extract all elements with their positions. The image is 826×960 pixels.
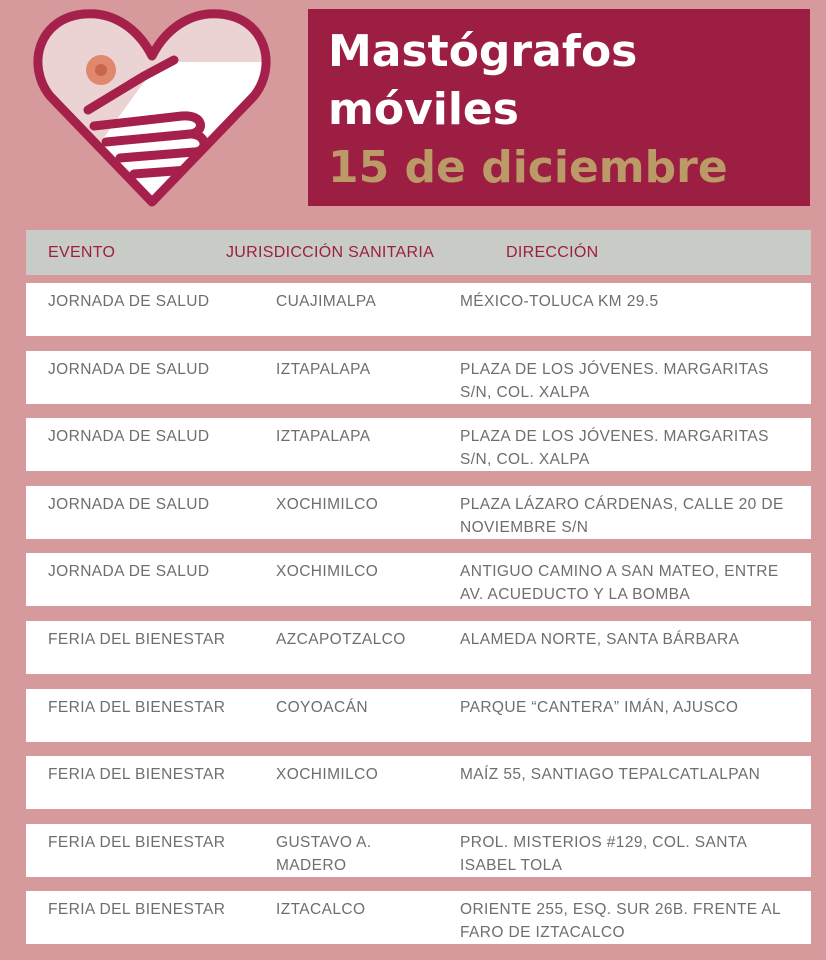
cell-jurisdiccion: XOCHIMILCO <box>276 495 379 513</box>
cell-direccion: PLAZA DE LOS JÓVENES. MARGARITAS S/N, COL. XALPA <box>460 428 769 469</box>
cell-jurisdiccion: GUSTAVO A. MADERO <box>276 833 372 874</box>
cell-evento: FERIA DEL BIENESTAR <box>48 630 226 648</box>
cell-jurisdiccion: XOCHIMILCO <box>276 563 379 581</box>
cell-jurisdiccion: XOCHIMILCO <box>276 766 379 784</box>
cell-evento: JORNADA DE SALUD <box>48 563 210 581</box>
cell-evento: FERIA DEL BIENESTAR <box>48 698 226 716</box>
table-header <box>26 230 811 275</box>
cell-evento: FERIA DEL BIENESTAR <box>48 901 226 919</box>
title-banner <box>308 9 810 206</box>
table-row <box>26 689 811 742</box>
title-line-2: móviles <box>328 84 519 135</box>
cell-evento: JORNADA DE SALUD <box>48 293 210 310</box>
cell-evento: JORNADA DE SALUD <box>48 495 210 513</box>
cell-direccion: MAÍZ 55, SANTIAGO TEPALCATLALPAN <box>460 766 761 784</box>
cell-jurisdiccion: IZTAPALAPA <box>276 360 371 378</box>
table-row <box>26 486 811 539</box>
cell-evento: JORNADA DE SALUD <box>48 428 210 446</box>
cell-direccion: ANTIGUO CAMINO A SAN MATEO, ENTRE AV. ACUEDUCTO Y LA BOMBA <box>460 563 779 604</box>
header-direccion: DIRECCIÓN <box>506 244 599 261</box>
cell-jurisdiccion: COYOACÁN <box>276 698 368 716</box>
table-body <box>26 283 811 959</box>
cell-direccion: MÉXICO-TOLUCA KM 29.5 <box>460 293 659 310</box>
table-row <box>26 351 811 404</box>
table-row <box>26 283 811 336</box>
heart-hand-icon <box>32 4 272 210</box>
cell-direccion: PROL. MISTERIOS #129, COL. SANTA ISABEL TOLA <box>460 833 747 874</box>
table-row <box>26 553 811 606</box>
cell-evento: FERIA DEL BIENESTAR <box>48 766 226 784</box>
cell-jurisdiccion: IZTACALCO <box>276 901 366 919</box>
header-jurisdiccion: JURISDICCIÓN SANITARIA <box>226 244 435 261</box>
table-row <box>26 418 811 471</box>
cell-evento: FERIA DEL BIENESTAR <box>48 833 226 851</box>
title-line-1: Mastógrafos <box>328 26 638 77</box>
table-row <box>26 756 811 809</box>
table-row <box>26 824 811 877</box>
cell-jurisdiccion: AZCAPOTZALCO <box>276 630 406 648</box>
table-row <box>26 891 811 944</box>
cell-jurisdiccion: IZTAPALAPA <box>276 428 371 446</box>
cell-direccion: PLAZA DE LOS JÓVENES. MARGARITAS S/N, COL. XALPA <box>460 360 769 401</box>
cell-direccion: PLAZA LÁZARO CÁRDENAS, CALLE 20 DE NOVIEMBRE S/N <box>460 495 784 536</box>
cell-evento: JORNADA DE SALUD <box>48 360 210 378</box>
cell-direccion: PARQUE “CANTERA” IMÁN, AJUSCO <box>460 698 739 716</box>
title-date: 15 de diciembre <box>328 142 728 193</box>
cell-direccion: ALAMEDA NORTE, SANTA BÁRBARA <box>460 630 740 648</box>
table-row <box>26 621 811 674</box>
cell-direccion: ORIENTE 255, ESQ. SUR 26B. FRENTE AL FARO DE IZTACALCO <box>460 901 781 942</box>
cell-jurisdiccion: CUAJIMALPA <box>276 293 377 310</box>
header-evento: EVENTO <box>48 244 116 261</box>
